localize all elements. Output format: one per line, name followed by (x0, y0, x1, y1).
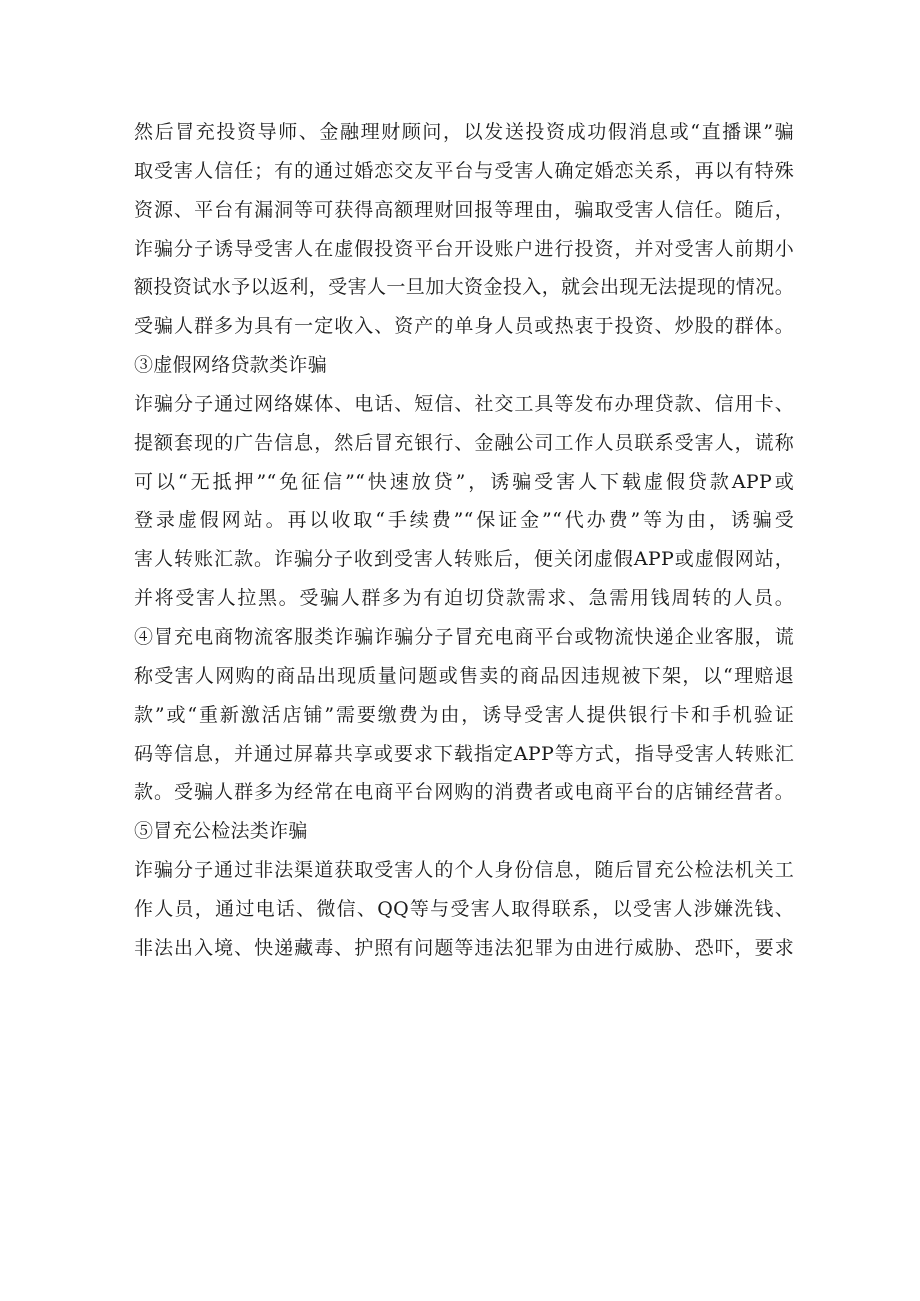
text-line: 作人员，通过电话、微信、QQ等与受害人取得联系，以受害人涉嫌洗钱、 (134, 897, 794, 920)
text-line: 款”或“重新激活店铺”需要缴费为由，诱导受害人提供银行卡和手机验证 (134, 703, 794, 726)
section-heading: ⑤冒充公检法类诈骗 (134, 820, 308, 843)
text-line: 款。受骗人群多为经常在电商平台网购的消费者或电商平台的店铺经营者。 (134, 781, 794, 804)
text-line: 提额套现的广告信息，然后冒充银行、金融公司工作人员联系受害人，谎称 (134, 431, 794, 454)
text-line: 并将受害人拉黑。受骗人群多为有迫切贷款需求、急需用钱周转的人员。 (134, 587, 794, 610)
text-line: 然后冒充投资导师、金融理财顾问，以发送投资成功假消息或“直播课”骗 (134, 121, 794, 143)
text-line: 登录虚假网站。再以收取“手续费”“保证金”“代办费”等为由，诱骗受 (134, 509, 794, 532)
text-line: 非法出入境、快递藏毒、护照有问题等违法犯罪为由进行威胁、恐吓，要求 (134, 936, 794, 959)
text-line: 诈骗分子通过非法渠道获取受害人的个人身份信息，随后冒充公检法机关工 (134, 859, 794, 882)
text-line: 诈骗分子诱导受害人在虚假投资平台开设账户进行投资，并对受害人前期小 (134, 237, 794, 260)
text-line: 资源、平台有漏洞等可获得高额理财回报等理由，骗取受害人信任。随后， (134, 198, 794, 221)
document-body (134, 113, 794, 968)
text-line: ④冒充电商物流客服类诈骗诈骗分子冒充电商平台或物流快递企业客服，谎 (134, 625, 794, 648)
text-line: 可以“无抵押”“免征信”“快速放贷”，诱骗受害人下载虚假贷款APP或 (134, 470, 794, 493)
text-line: 受骗人群多为具有一定收入、资产的单身人员或热衷于投资、炒股的群体。 (134, 315, 794, 338)
text-line: 额投资试水予以返利，受害人一旦加大资金投入，就会出现无法提现的情况。 (134, 276, 794, 299)
text-line: 码等信息，并通过屏幕共享或要求下载指定APP等方式，指导受害人转账汇 (134, 742, 794, 765)
text-line: 取受害人信任；有的通过婚恋交友平台与受害人确定婚恋关系，再以有特殊 (134, 159, 794, 182)
text-line: 称受害人网购的商品出现质量问题或售卖的商品因违规被下架，以“理赔退 (134, 664, 794, 687)
text-line: 诈骗分子通过网络媒体、电话、短信、社交工具等发布办理贷款、信用卡、 (134, 392, 794, 415)
section-heading: ③虚假网络贷款类诈骗 (134, 354, 328, 377)
text-line: 害人转账汇款。诈骗分子收到受害人转账后，便关闭虚假APP或虚假网站， (134, 548, 794, 571)
